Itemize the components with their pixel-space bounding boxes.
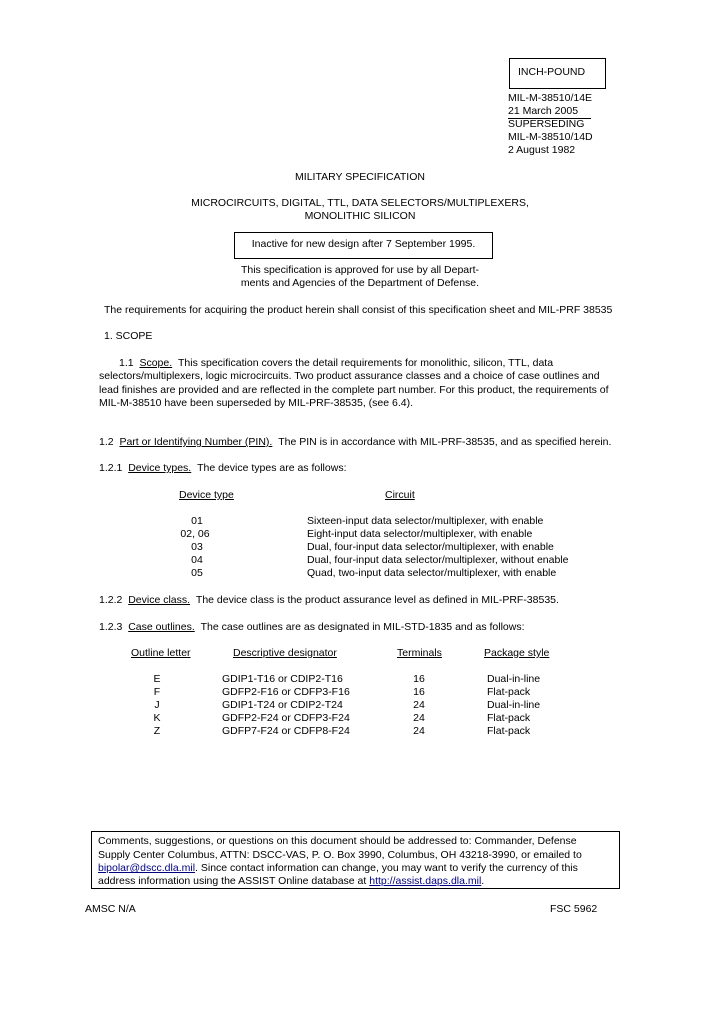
section-1-2 [99, 436, 611, 449]
section-1-2-2-text: The device class is the product assurance level as defined in MIL-PRF-38535. [195, 594, 559, 606]
section-1-1-number: 1.1 [119, 357, 134, 369]
outline-letter: E [153, 673, 161, 685]
spec-title-line1: MICROCIRCUITS, DIGITAL, TTL, DATA SELECTORS/MULTIPLEXERS, [191, 197, 529, 209]
section-1-2-2-title: Device class. [128, 594, 191, 606]
section-1-2-1 [99, 462, 346, 475]
section-1-2-1-title: Device types. [128, 462, 192, 474]
spec-type-heading: MILITARY SPECIFICATION [295, 171, 425, 183]
section-1-2-2 [99, 594, 559, 607]
inch-pound-box [509, 58, 606, 89]
package-style: Flat-pack [487, 686, 531, 698]
comments-line1: Comments, suggestions, or questions on this document should be addressed to: Commander, Defense [98, 835, 577, 847]
circuit-header: Circuit [385, 489, 415, 501]
device-type-header: Device type [179, 489, 234, 501]
superseded-date: 2 August 1982 [508, 144, 576, 156]
device-circuit: Eight-input data selector/multiplexer, with enable [307, 528, 533, 540]
device-type-code: 01 [191, 515, 203, 527]
section-1-2-3-title: Case outlines. [128, 621, 195, 633]
email-link[interactable]: bipolar@dscc.dla.mil [98, 862, 196, 874]
comments-line4 [98, 875, 484, 888]
outline-letter: F [153, 686, 161, 698]
terminals: 16 [413, 686, 425, 698]
section-1-2-3-text: The case outlines are as designated in MIL-STD-1835 and as follows: [200, 621, 525, 633]
descriptive-designator: GDIP1-T16 or CDIP2-T16 [222, 673, 343, 685]
scope-heading: 1. SCOPE [104, 330, 153, 342]
section-1-2-1-text: The device types are as follows: [197, 462, 347, 474]
comments-line2: Supply Center Columbus, ATTN: DSCC-VAS, P. O. Box 3990, Columbus, OH 43218-3990, or emailed to [98, 849, 582, 861]
section-1-2-text: The PIN is in accordance with MIL-PRF-38535, and as specified herein. [278, 436, 612, 448]
terminals: 24 [413, 725, 425, 737]
package-style: Dual-in-line [487, 673, 541, 685]
descriptive-designator: GDFP2-F24 or CDFP3-F24 [222, 712, 350, 724]
approval-line2: ments and Agencies of the Department of Defense. [240, 277, 480, 289]
section-1-2-3 [99, 621, 525, 634]
section-1-2-3-number: 1.2.3 [99, 621, 123, 633]
descriptive-designator: GDFP7-F24 or CDFP8-F24 [222, 725, 350, 737]
approval-line1: This specification is approved for use by all Depart- [240, 264, 480, 276]
outline-letter: K [153, 712, 161, 724]
inch-pound-label: INCH-POUND [518, 66, 586, 78]
descriptive-designator-header: Descriptive designator [233, 647, 337, 659]
descriptive-designator: GDIP1-T24 or CDIP2-T24 [222, 699, 343, 711]
terminals-header: Terminals [397, 647, 442, 659]
outline-letter: Z [153, 725, 161, 737]
device-circuit: Dual, four-input data selector/multiplexer, without enable [307, 554, 569, 566]
comments-line4-text: address information using the ASSIST Online database at [98, 875, 370, 887]
section-1-1-text: This specification covers the detail requirements for monolithic, silicon, TTL, data selectors/multiplexers, logic microcircuits. Two product assurance classes and a choice of case outlines and lead finishes are provided and are reflected in the complete part number. For this product, the requirements of MIL-M-38510 have been superseded by MIL-PRF-38535, (see 6.4). [99, 357, 609, 410]
superseded-number: MIL-M-38510/14D [508, 131, 593, 143]
superseding-label: SUPERSEDING [508, 118, 585, 130]
fsc-label: FSC 5962 [550, 903, 598, 915]
inactive-notice-box [234, 232, 493, 259]
outline-letter: J [154, 699, 160, 711]
device-type-code: 05 [191, 567, 203, 579]
inactive-notice: Inactive for new design after 7 September 1995. [251, 238, 476, 250]
comments-line3 [98, 862, 578, 875]
package-style: Dual-in-line [487, 699, 541, 711]
device-type-code: 02, 06 [180, 528, 210, 540]
device-type-code: 04 [191, 554, 203, 566]
outline-letter-header: Outline letter [131, 647, 191, 659]
comments-line3-text: . Since contact information can change, you may want to verify the currency of this [195, 862, 578, 874]
package-style: Flat-pack [487, 712, 531, 724]
requirements-statement: The requirements for acquiring the product herein shall consist of this specification sheet and MIL-PRF 38535 [104, 304, 613, 316]
comments-line4-end: . [481, 875, 485, 887]
device-type-code: 03 [191, 541, 203, 553]
terminals: 24 [413, 712, 425, 724]
doc-number: MIL-M-38510/14E [508, 92, 593, 104]
section-1-1-title: Scope. [139, 357, 173, 369]
assist-url-link[interactable]: http://assist.daps.dla.mil [369, 875, 482, 887]
spec-title-line2: MONOLITHIC SILICON [304, 210, 416, 222]
package-style: Flat-pack [487, 725, 531, 737]
section-1-1 [99, 357, 617, 411]
doc-date: 21 March 2005 [508, 105, 579, 117]
section-1-2-1-number: 1.2.1 [99, 462, 123, 474]
section-1-2-2-number: 1.2.2 [99, 594, 123, 606]
comments-box [91, 831, 620, 889]
terminals: 24 [413, 699, 425, 711]
device-circuit: Dual, four-input data selector/multiplexer, with enable [307, 541, 554, 553]
amsc-label: AMSC N/A [85, 903, 136, 915]
device-circuit: Quad, two-input data selector/multiplexer, with enable [307, 567, 557, 579]
terminals: 16 [413, 673, 425, 685]
section-1-2-title: Part or Identifying Number (PIN). [119, 436, 273, 448]
section-1-2-number: 1.2 [99, 436, 114, 448]
device-circuit: Sixteen-input data selector/multiplexer, with enable [307, 515, 544, 527]
descriptive-designator: GDFP2-F16 or CDFP3-F16 [222, 686, 350, 698]
package-style-header: Package style [484, 647, 550, 659]
